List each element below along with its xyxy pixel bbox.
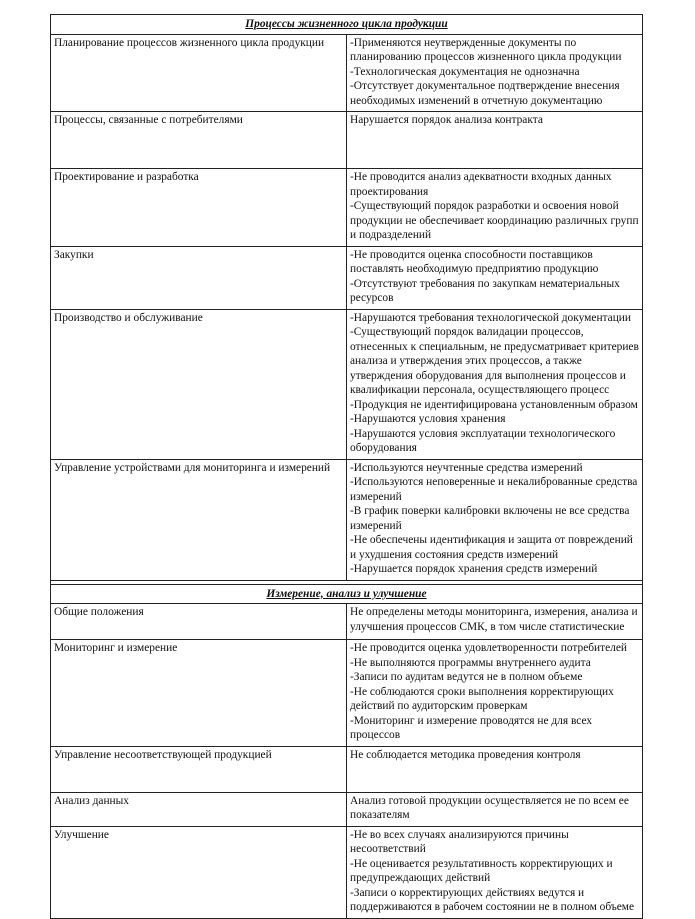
content-line: -Нарушаются требования технологической документации [350,311,631,324]
content-line: -В график поверки калибровки включены не все средства измерений [350,505,630,532]
content-line: -Не проводится оценка удовлетворенности потребителей [350,642,628,654]
content-line: -Существующий порядок валидации процессов, отнесенных к специальным, не предусматривает критериев анализа и утверждения этих процессов, а также утверждения оборудования для выполнения процессов и квалификации персонала, осуществляющего процесс [350,326,639,396]
content-line: Нарушается порядок анализа контракта [350,114,543,126]
row-content [347,792,643,826]
content-line: -Нарушаются условия эксплуатации технологического оборудования [350,427,616,454]
content-line: -Записи по аудитам ведутся не в полном объеме [350,671,583,683]
content-line: -Используются неповеренные и некалиброванные средства измерений [350,476,638,503]
table-row [51,246,643,309]
table-row [51,826,643,918]
row-content [347,746,643,792]
content-line: -Используются неучтенные средства измерений [350,461,583,474]
row-content [347,169,643,247]
table-row [51,792,643,826]
row-label: Процессы, связанные с потребителями [51,112,347,169]
table-row [51,746,643,792]
row-content [347,640,643,747]
content-line: -Нарушается порядок хранения средств измерений [350,563,598,575]
row-label: Закупки [51,246,347,309]
content-line: -Записи о корректирующих действиях ведутся и поддерживаются в рабочем состоянии не в полном объеме [350,886,635,913]
content-line: -Отсутствуют требования по закупкам нематериальных ресурсов [350,277,620,304]
content-line: -Не проводится анализ адекватности входных данных проектирования [350,171,612,198]
row-label: Улучшение [51,826,347,918]
content-line: -Технологическая документация не однозначна [350,65,580,78]
row-content [347,459,643,580]
row-content [347,112,643,169]
nonconformity-table [50,14,643,919]
row-content [347,604,643,640]
row-content [347,246,643,309]
row-label: Производство и обслуживание [51,309,347,459]
row-label: Общие положения [51,604,347,640]
section-header-row [51,15,643,35]
content-line: -Не выполняются программы внутреннего аудита [350,656,591,669]
row-content [347,826,643,918]
table-body [51,15,643,919]
content-line: -Нарушаются условия хранения [350,413,506,425]
table-row [51,604,643,640]
content-line: -Не обеспечены идентификация и защита от повреждений и ухудшения состояния средств измерений [350,534,633,561]
row-label: Анализ данных [51,792,347,826]
row-content [347,34,643,112]
row-content [347,309,643,459]
section-title: Процессы жизненного цикла продукции [51,15,643,35]
row-label: Проектирование и разработка [51,169,347,247]
table-row [51,169,643,247]
content-line: -Существующий порядок разработки и освоения новой продукции не обеспечивает координацию различных групп и подразделений [350,200,639,241]
content-line: Анализ готовой продукции осуществляется не по всем ее показателям [350,794,629,821]
table-row [51,459,643,580]
content-line: -Не проводится оценка способности поставщиков поставлять необходимую предприятию продукцию [350,248,599,275]
row-label: Управление устройствами для мониторинга и измерений [51,459,347,580]
content-line: -Не оценивается результативность корректирующих и предупреждающих действий [350,857,613,884]
content-line: -Не во всех случаях анализируются причины несоответствий [350,828,569,855]
table-row [51,34,643,112]
content-line: -Не соблюдаются сроки выполнения корректирующих действий по аудиторским проверкам [350,685,614,712]
row-label: Планирование процессов жизненного цикла продукции [51,34,347,112]
content-line: -Мониторинг и измерение проводятся не для всех процессов [350,714,593,741]
content-line: -Отсутствует документальное подтверждение внесения необходимых изменений в отчетную документацию [350,80,620,107]
table-row [51,112,643,169]
content-line: Не определены методы мониторинга, измерения, анализа и улучшения процессов СМК, в том числе статистические [350,606,638,633]
table-row [51,640,643,747]
table-row [51,309,643,459]
row-label: Управление несоответствующей продукцией [51,746,347,792]
content-line: Не соблюдается методика проведения контроля [350,748,581,761]
content-line: -Применяются неутвержденные документы по планированию процессов жизненного цикла продукции [350,36,622,63]
content-line: -Продукция не идентифицирована установленным образом [350,398,638,411]
section-header-row [51,584,643,604]
section-title: Измерение, анализ и улучшение [51,584,643,604]
row-label: Мониторинг и измерение [51,640,347,747]
